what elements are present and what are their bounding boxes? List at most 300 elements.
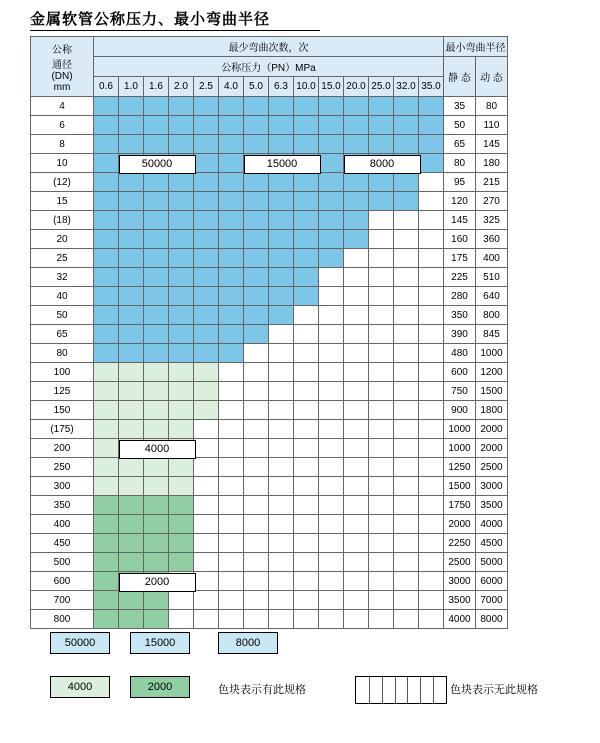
- spec-cell: [294, 477, 319, 496]
- spec-cell: [394, 572, 419, 591]
- spec-cell: [419, 192, 444, 211]
- static-radius-value: 65: [444, 135, 476, 154]
- spec-cell: [344, 135, 369, 154]
- dn-value: (18): [31, 211, 94, 230]
- spec-cell: [319, 306, 344, 325]
- spec-cell: [194, 192, 219, 211]
- spec-cell: [269, 116, 294, 135]
- spec-cell: [344, 610, 369, 629]
- spec-cell: [144, 534, 169, 553]
- pressure-col-header-2: 1.6: [144, 77, 169, 97]
- legend-item-2000: 2000: [130, 676, 190, 698]
- spec-cell: [119, 325, 144, 344]
- spec-cell: [144, 306, 169, 325]
- spec-cell: [119, 553, 144, 572]
- dynamic-radius-value: 1200: [476, 363, 508, 382]
- spec-cell: [294, 401, 319, 420]
- static-radius-value: 350: [444, 306, 476, 325]
- spec-cell: [194, 173, 219, 192]
- spec-cell: [119, 268, 144, 287]
- legend-item-4000: 4000: [50, 676, 110, 698]
- spec-cell: [194, 249, 219, 268]
- legend-swatch-divider: [369, 677, 370, 703]
- dn-value: (12): [31, 173, 94, 192]
- dynamic-radius-value: 180: [476, 154, 508, 173]
- spec-cell: [369, 306, 394, 325]
- spec-cell: [244, 610, 269, 629]
- dn-value: 25: [31, 249, 94, 268]
- spec-cell: [194, 135, 219, 154]
- spec-cell: [419, 591, 444, 610]
- pressure-col-header-0: 0.6: [94, 77, 119, 97]
- spec-cell: [294, 230, 319, 249]
- spec-cell: [144, 515, 169, 534]
- legend-note-no-spec: 色块表示无此规格: [450, 684, 538, 696]
- spec-cell: [169, 192, 194, 211]
- spec-cell: [194, 477, 219, 496]
- spec-cell: [419, 382, 444, 401]
- spec-cell: [294, 610, 319, 629]
- spec-cell: [319, 401, 344, 420]
- spec-cell: [269, 572, 294, 591]
- spec-cell: [244, 382, 269, 401]
- spec-cell: [219, 211, 244, 230]
- pressure-header: 公称压力（PN）MPa: [94, 57, 444, 77]
- spec-cell: [244, 173, 269, 192]
- spec-cell: [94, 211, 119, 230]
- spec-cell: [344, 192, 369, 211]
- spec-cell: [294, 97, 319, 116]
- spec-cell: [319, 458, 344, 477]
- spec-cell: [144, 496, 169, 515]
- spec-cell: [144, 344, 169, 363]
- table-row: [31, 325, 508, 344]
- spec-cell: [244, 344, 269, 363]
- table-row: [31, 515, 508, 534]
- spec-cell: [294, 249, 319, 268]
- legend-no-spec-swatch: [355, 676, 447, 704]
- spec-cell: [244, 572, 269, 591]
- radius-static-header: 静 态: [444, 57, 476, 97]
- spec-cell: [194, 458, 219, 477]
- spec-cell: [194, 591, 219, 610]
- spec-cell: [144, 610, 169, 629]
- spec-cell: [269, 439, 294, 458]
- spec-cell: [194, 420, 219, 439]
- pressure-col-header-4: 2.5: [194, 77, 219, 97]
- spec-cell: [269, 268, 294, 287]
- dn-value: 4: [31, 97, 94, 116]
- spec-cell: [369, 363, 394, 382]
- dn-value: 200: [31, 439, 94, 458]
- dn-value: 20: [31, 230, 94, 249]
- spec-cell: [344, 211, 369, 230]
- spec-cell: [244, 116, 269, 135]
- legend-note-has-spec: 色块表示有此规格: [218, 684, 306, 696]
- dn-header-line-3: (DN): [51, 70, 73, 82]
- spec-cell: [269, 363, 294, 382]
- static-radius-value: 900: [444, 401, 476, 420]
- spec-cell: [169, 401, 194, 420]
- spec-cell: [119, 344, 144, 363]
- spec-cell: [344, 230, 369, 249]
- spec-cell: [94, 306, 119, 325]
- min-radius-header: 最小弯曲半径: [444, 37, 508, 57]
- spec-cell: [119, 230, 144, 249]
- spec-table: [30, 36, 508, 629]
- dn-value: 250: [31, 458, 94, 477]
- spec-cell: [194, 496, 219, 515]
- static-radius-value: 120: [444, 192, 476, 211]
- spec-cell: [369, 496, 394, 515]
- spec-cell: [294, 363, 319, 382]
- spec-cell: [244, 211, 269, 230]
- dynamic-radius-value: 80: [476, 97, 508, 116]
- dynamic-radius-value: 360: [476, 230, 508, 249]
- table-body: [31, 97, 508, 629]
- spec-cell: [244, 420, 269, 439]
- table-row: [31, 553, 508, 572]
- spec-cell: [419, 116, 444, 135]
- legend-swatch-divider: [433, 677, 434, 703]
- pressure-col-header-3: 2.0: [169, 77, 194, 97]
- spec-cell: [319, 192, 344, 211]
- spec-cell: [94, 458, 119, 477]
- spec-cell: [144, 135, 169, 154]
- dn-value: 350: [31, 496, 94, 515]
- spec-cell: [169, 135, 194, 154]
- spec-cell: [194, 382, 219, 401]
- spec-cell: [294, 173, 319, 192]
- spec-cell: [119, 420, 144, 439]
- spec-cell: [169, 97, 194, 116]
- pressure-col-header-13: 35.0: [419, 77, 444, 97]
- spec-cell: [369, 344, 394, 363]
- spec-cell: [194, 610, 219, 629]
- dn-value: 600: [31, 572, 94, 591]
- spec-cell: [219, 591, 244, 610]
- spec-cell: [219, 306, 244, 325]
- spec-cell: [219, 287, 244, 306]
- spec-cell: [319, 363, 344, 382]
- spec-cell: [194, 363, 219, 382]
- spec-cell: [219, 230, 244, 249]
- spec-cell: [344, 496, 369, 515]
- spec-cell: [194, 401, 219, 420]
- spec-cell: [219, 116, 244, 135]
- table-row: [31, 382, 508, 401]
- static-radius-value: 750: [444, 382, 476, 401]
- spec-cell: [219, 363, 244, 382]
- spec-cell: [394, 591, 419, 610]
- spec-cell: [144, 192, 169, 211]
- spec-cell: [419, 363, 444, 382]
- spec-cell: [169, 211, 194, 230]
- spec-cell: [344, 420, 369, 439]
- static-radius-value: 480: [444, 344, 476, 363]
- table-row: [31, 420, 508, 439]
- dn-value: 450: [31, 534, 94, 553]
- spec-cell: [119, 192, 144, 211]
- spec-cell: [194, 572, 219, 591]
- spec-cell: [144, 97, 169, 116]
- spec-cell: [419, 572, 444, 591]
- spec-cell: [144, 173, 169, 192]
- table-row: [31, 458, 508, 477]
- spec-cell: [244, 268, 269, 287]
- header-row-2: [31, 57, 508, 77]
- spec-cell: [94, 325, 119, 344]
- spec-cell: [319, 249, 344, 268]
- spec-cell: [194, 116, 219, 135]
- spec-cell: [294, 591, 319, 610]
- spec-cell: [94, 230, 119, 249]
- spec-cell: [419, 420, 444, 439]
- spec-cell: [394, 268, 419, 287]
- spec-cell: [369, 610, 394, 629]
- dynamic-radius-value: 7000: [476, 591, 508, 610]
- spec-cell: [344, 344, 369, 363]
- dynamic-radius-value: 110: [476, 116, 508, 135]
- dn-value: 700: [31, 591, 94, 610]
- dynamic-radius-value: 270: [476, 192, 508, 211]
- spec-cell: [294, 287, 319, 306]
- spec-cell: [169, 287, 194, 306]
- spec-cell: [419, 553, 444, 572]
- spec-cell: [194, 534, 219, 553]
- spec-cell: [344, 534, 369, 553]
- static-radius-value: 1500: [444, 477, 476, 496]
- spec-cell: [219, 154, 244, 173]
- spec-cell: [369, 515, 394, 534]
- spec-cell: [269, 382, 294, 401]
- spec-cell: [244, 458, 269, 477]
- spec-cell: [319, 97, 344, 116]
- spec-cell: [219, 572, 244, 591]
- table-row: [31, 306, 508, 325]
- spec-cell: [244, 534, 269, 553]
- spec-cell: [119, 173, 144, 192]
- spec-cell: [219, 325, 244, 344]
- spec-cell: [94, 154, 119, 173]
- static-radius-value: 145: [444, 211, 476, 230]
- spec-cell: [294, 268, 319, 287]
- static-radius-value: 1000: [444, 420, 476, 439]
- spec-cell: [294, 458, 319, 477]
- spec-cell: [94, 401, 119, 420]
- legend-item-8000: 8000: [218, 632, 278, 654]
- spec-cell: [219, 458, 244, 477]
- spec-cell: [94, 610, 119, 629]
- spec-cell: [144, 287, 169, 306]
- legend-swatch-divider: [420, 677, 421, 703]
- spec-cell: [319, 344, 344, 363]
- table-row: [31, 211, 508, 230]
- spec-cell: [194, 325, 219, 344]
- spec-cell: [319, 553, 344, 572]
- dynamic-radius-value: 510: [476, 268, 508, 287]
- spec-cell: [369, 230, 394, 249]
- spec-cell: [169, 534, 194, 553]
- spec-cell: [419, 458, 444, 477]
- dynamic-radius-value: 8000: [476, 610, 508, 629]
- spec-cell: [369, 135, 394, 154]
- spec-cell: [119, 515, 144, 534]
- spec-cell: [144, 553, 169, 572]
- static-radius-value: 50: [444, 116, 476, 135]
- spec-cell: [244, 192, 269, 211]
- table-row: [31, 439, 508, 458]
- spec-cell: [269, 496, 294, 515]
- overlay-label-2000: 2000: [119, 573, 196, 592]
- spec-cell: [394, 287, 419, 306]
- spec-cell: [94, 268, 119, 287]
- spec-cell: [369, 249, 394, 268]
- table-row: [31, 192, 508, 211]
- table-row: [31, 116, 508, 135]
- static-radius-value: 225: [444, 268, 476, 287]
- spec-cell: [319, 382, 344, 401]
- spec-cell: [194, 268, 219, 287]
- spec-cell: [319, 135, 344, 154]
- spec-cell: [94, 363, 119, 382]
- spec-cell: [219, 515, 244, 534]
- spec-cell: [394, 477, 419, 496]
- spec-cell: [419, 515, 444, 534]
- dn-value: 300: [31, 477, 94, 496]
- spec-cell: [244, 496, 269, 515]
- static-radius-value: 390: [444, 325, 476, 344]
- spec-cell: [219, 173, 244, 192]
- spec-cell: [169, 325, 194, 344]
- spec-cell: [119, 211, 144, 230]
- spec-cell: [269, 534, 294, 553]
- table-row: [31, 97, 508, 116]
- spec-cell: [119, 382, 144, 401]
- overlay-label-8000: 8000: [344, 155, 421, 174]
- spec-cell: [344, 515, 369, 534]
- spec-cell: [394, 610, 419, 629]
- spec-cell: [169, 610, 194, 629]
- spec-cell: [94, 515, 119, 534]
- static-radius-value: 35: [444, 97, 476, 116]
- spec-cell: [369, 192, 394, 211]
- spec-cell: [394, 211, 419, 230]
- spec-cell: [244, 287, 269, 306]
- spec-cell: [344, 97, 369, 116]
- pressure-col-header-8: 10.0: [294, 77, 319, 97]
- spec-cell: [419, 306, 444, 325]
- spec-cell: [244, 401, 269, 420]
- spec-cell: [344, 458, 369, 477]
- spec-cell: [94, 420, 119, 439]
- dynamic-radius-value: 6000: [476, 572, 508, 591]
- spec-cell: [94, 382, 119, 401]
- spec-cell: [94, 135, 119, 154]
- spec-cell: [394, 420, 419, 439]
- radius-dynamic-header: 动 态: [476, 57, 508, 97]
- table-row: [31, 477, 508, 496]
- spec-cell: [394, 230, 419, 249]
- spec-cell: [144, 420, 169, 439]
- spec-cell: [244, 249, 269, 268]
- dynamic-radius-value: 800: [476, 306, 508, 325]
- spec-cell: [319, 477, 344, 496]
- spec-cell: [144, 211, 169, 230]
- spec-cell: [369, 325, 394, 344]
- spec-cell: [244, 306, 269, 325]
- pressure-col-header-9: 15.0: [319, 77, 344, 97]
- legend-swatch-divider: [407, 677, 408, 703]
- table-row: [31, 344, 508, 363]
- dn-header: [31, 37, 94, 97]
- spec-cell: [119, 534, 144, 553]
- legend-swatch-divider: [382, 677, 383, 703]
- legend-item-50000: 50000: [50, 632, 110, 654]
- spec-cell: [294, 306, 319, 325]
- spec-cell: [419, 344, 444, 363]
- spec-cell: [219, 249, 244, 268]
- spec-cell: [169, 230, 194, 249]
- spec-cell: [344, 363, 369, 382]
- spec-cell: [319, 420, 344, 439]
- pressure-col-header-7: 6.3: [269, 77, 294, 97]
- spec-cell: [269, 458, 294, 477]
- spec-cell: [319, 173, 344, 192]
- spec-cell: [269, 192, 294, 211]
- spec-cell: [119, 116, 144, 135]
- spec-cell: [319, 116, 344, 135]
- spec-cell: [269, 591, 294, 610]
- dn-value: 125: [31, 382, 94, 401]
- spec-cell: [144, 477, 169, 496]
- static-radius-value: 2250: [444, 534, 476, 553]
- spec-cell: [219, 344, 244, 363]
- spec-cell: [119, 363, 144, 382]
- spec-cell: [119, 458, 144, 477]
- table-row: [31, 230, 508, 249]
- spec-cell: [169, 344, 194, 363]
- spec-cell: [319, 610, 344, 629]
- dynamic-radius-value: 845: [476, 325, 508, 344]
- spec-cell: [369, 287, 394, 306]
- spec-cell: [194, 344, 219, 363]
- spec-cell: [144, 363, 169, 382]
- legend-item-15000: 15000: [130, 632, 190, 654]
- header-row-1: [31, 37, 508, 57]
- spec-cell: [144, 249, 169, 268]
- static-radius-value: 4000: [444, 610, 476, 629]
- spec-cell: [219, 192, 244, 211]
- spec-cell: [244, 553, 269, 572]
- spec-cell: [94, 591, 119, 610]
- spec-cell: [94, 173, 119, 192]
- spec-cell: [219, 97, 244, 116]
- spec-cell: [419, 97, 444, 116]
- dn-value: 8: [31, 135, 94, 154]
- spec-cell: [269, 325, 294, 344]
- spec-cell: [119, 477, 144, 496]
- spec-cell: [419, 135, 444, 154]
- dn-value: 6: [31, 116, 94, 135]
- spec-cell: [194, 211, 219, 230]
- spec-cell: [269, 477, 294, 496]
- spec-cell: [344, 173, 369, 192]
- spec-cell: [369, 401, 394, 420]
- dynamic-radius-value: 2000: [476, 439, 508, 458]
- spec-cell: [319, 211, 344, 230]
- spec-cell: [144, 325, 169, 344]
